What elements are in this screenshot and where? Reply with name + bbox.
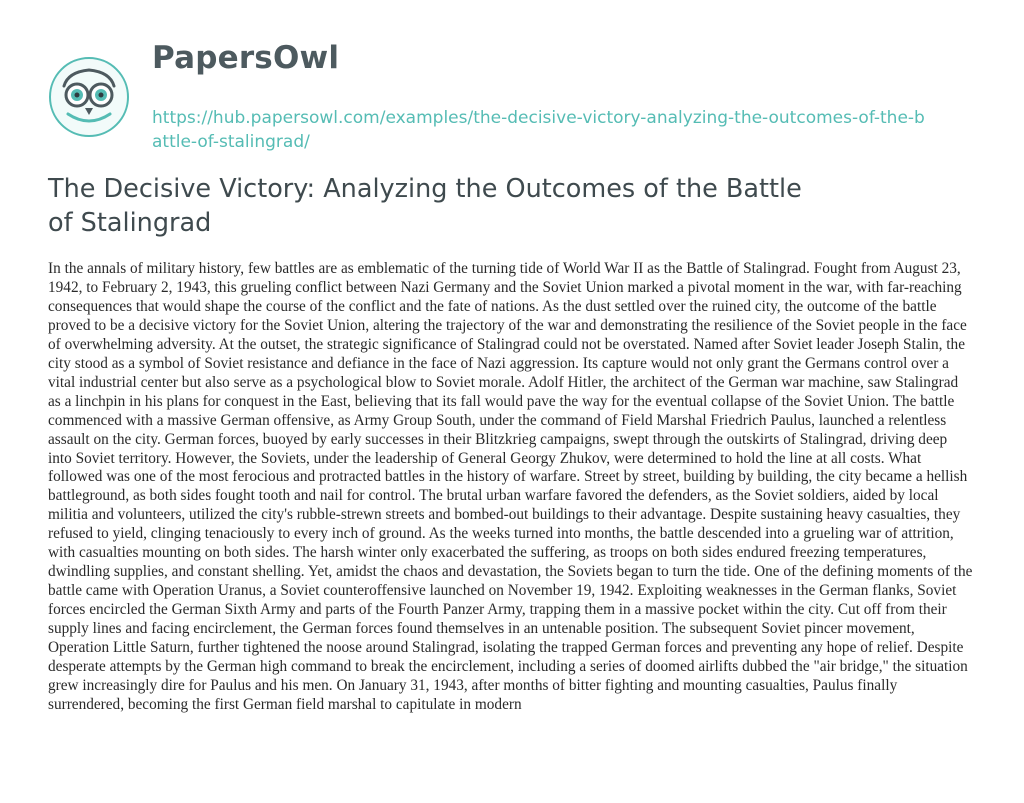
source-url-link[interactable]: https://hub.papersowl.com/examples/the-decisive-victory-analyzing-the-outcomes-of-the-battle-of-stalingrad/ [152,108,925,152]
article-title: The Decisive Victory: Analyzing the Outcomes of the Battle of Stalingrad [48,174,802,238]
owl-logo-icon[interactable] [48,56,130,138]
site-header [48,36,948,156]
article-body: In the annals of military history, few battles are as emblematic of the turning tide of World War II as the Battle of Stalingrad. Fought from August 23, 1942, to February 2, 1943, this grueling conflict between Nazi Germany and the Soviet Union marked a pivotal moment in the war, with far-reaching consequences that would shape the course of the conflict and the fate of nations. As the dust settled over the ruined city, the outcome of the battle proved to be a decisive victory for the Soviet Union, altering the trajectory of the war and demonstrating the resilience of the Soviet people in the face of overwhelming adversity. At the outset, the strategic significance of Stalingrad could not be overstated. Named after Soviet leader Joseph Stalin, the city stood as a symbol of Soviet resistance and defiance in the face of Nazi aggression. Its capture would not only grant the Germans control over a vital industrial center but also serve as a psychological blow to Soviet morale. Adolf Hitler, the architect of the German war machine, saw Stalingrad as a linchpin in his plans for conquest in the East, believing that its fall would pave the way for the eventual collapse of the Soviet Union. The battle commenced with a massive German offensive, as Army Group South, under the command of Field Marshal Friedrich Paulus, launched a relentless assault on the city. German forces, buoyed by early successes in their Blitzkrieg campaigns, swept through the outskirts of Stalingrad, driving deep into Soviet territory. However, the Soviets, under the leadership of General Georgy Zhukov, were determined to hold the line at all costs. What followed was one of the most ferocious and protracted battles in the history of warfare. Street by street, building by building, the city became a hellish battleground, as both sides fought tooth and nail for control. The brutal urban warfare favored the defenders, as the Soviet soldiers, aided by local militia and volunteers, utilized the city's rubble-strewn streets and bombed-out buildings to their advantage. Despite sustaining heavy casualties, they refused to yield, clinging tenaciously to every inch of ground. As the weeks turned into months, the battle descended into a grueling war of attrition, with casualties mounting on both sides. The harsh winter only exacerbated the suffering, as troops on both sides endured freezing temperatures, dwindling supplies, and constant shelling. Yet, amidst the chaos and devastation, the Soviets began to turn the tide. One of the defining moments of the battle came with Operation Uranus, a Soviet counteroffensive launched on November 19, 1942. Exploiting weaknesses in the German flanks, Soviet forces encircled the German Sixth Army and parts of the Fourth Panzer Army, trapping them in a massive pocket within the city. Cut off from their supply lines and facing encirclement, the German forces found themselves in an untenable position. The subsequent Soviet pincer movement, Operation Little Saturn, further tightened the noose around Stalingrad, isolating the trapped German forces and preventing any hope of relief. Despite desperate attempts by the German high command to break the encirclement, including a series of doomed airlifts dubbed the "air bridge," the situation grew increasingly dire for Paulus and his men. On January 31, 1943, after months of bitter fighting and mounting casualties, Paulus finally surrendered, becoming the first German field marshal to capitulate in modern [48,260,973,713]
brand-name: PapersOwl [152,40,340,76]
